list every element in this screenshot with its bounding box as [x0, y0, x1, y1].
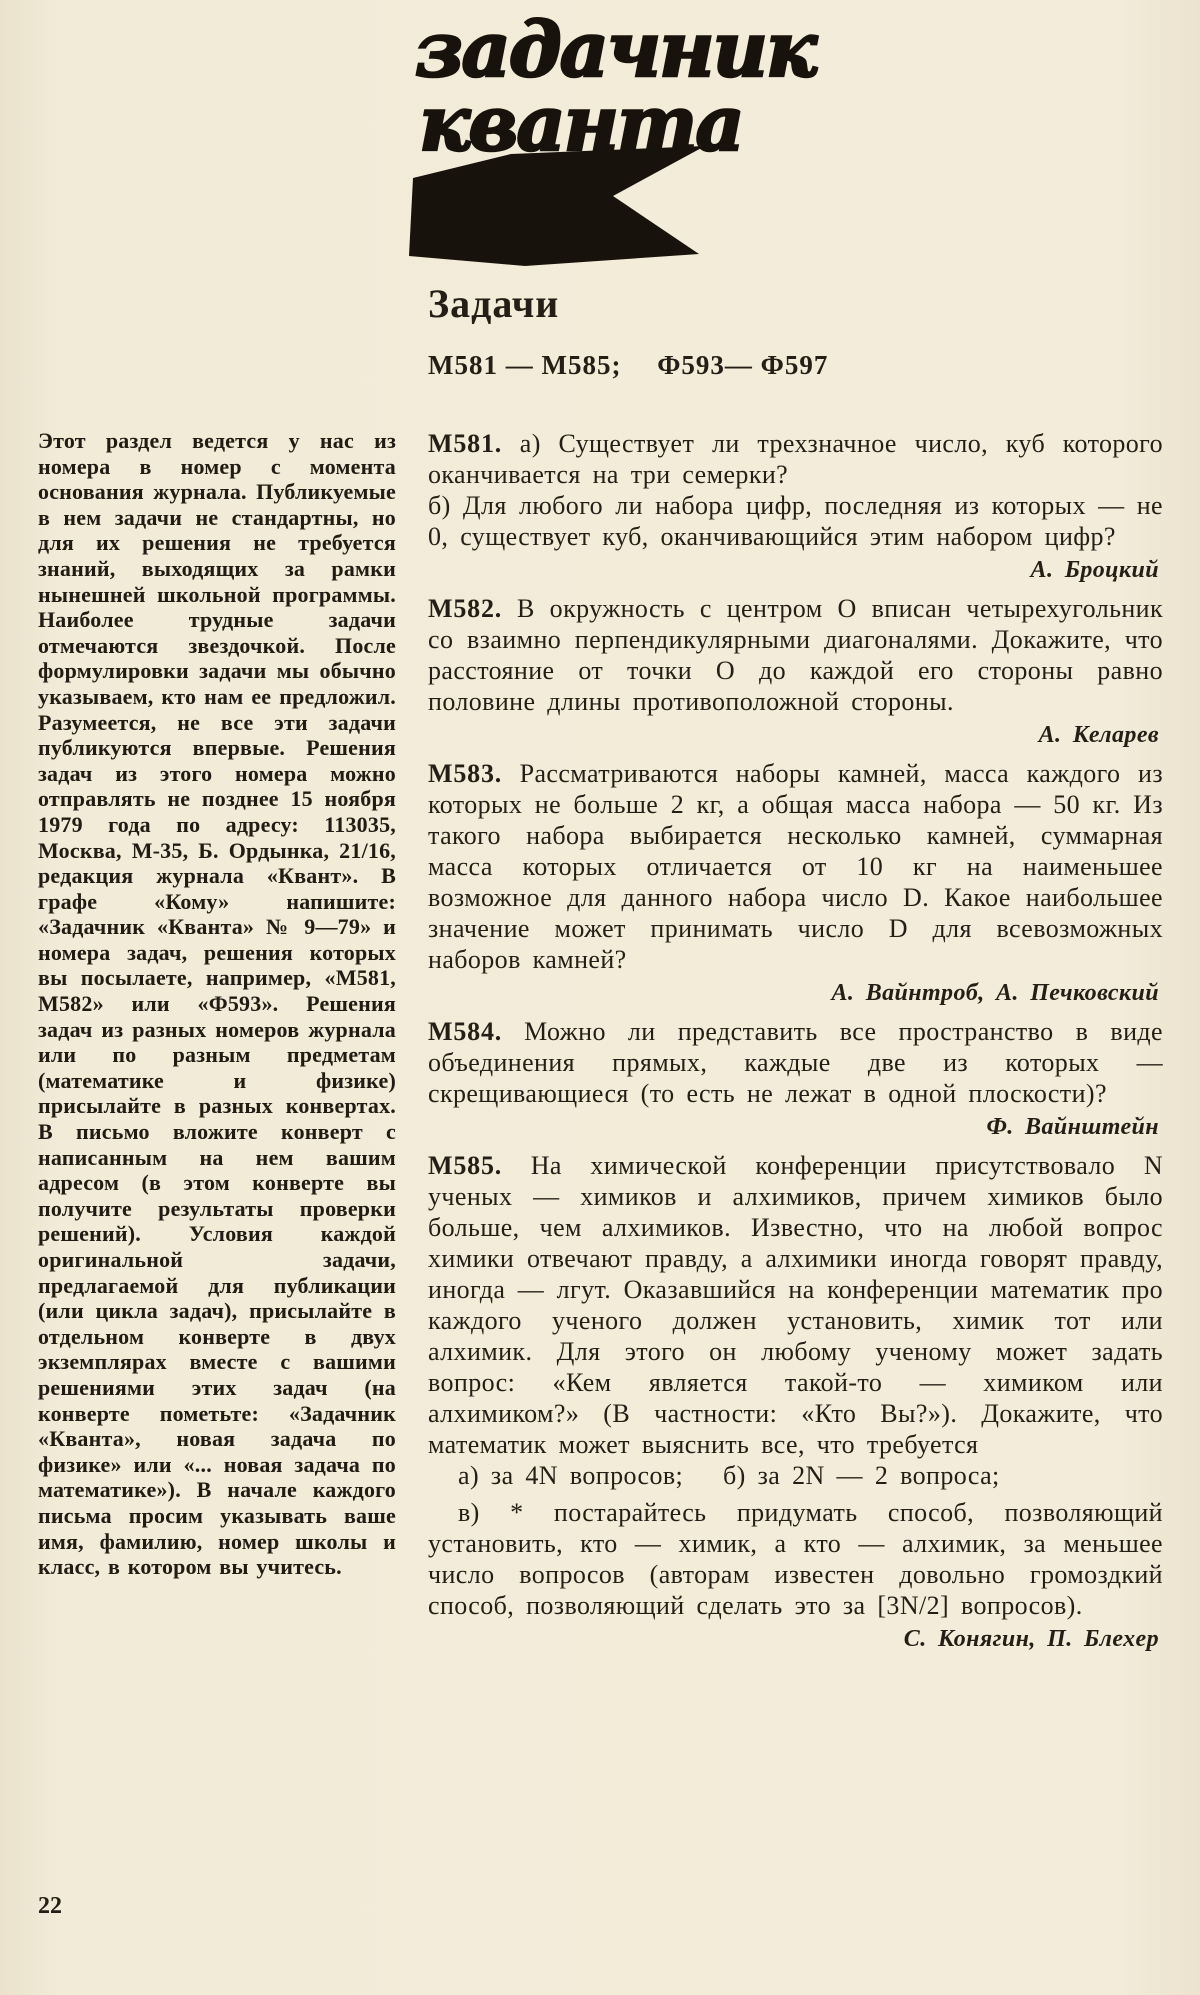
kvant-problem-book-logo	[415, 5, 816, 276]
problem-number: М584.	[428, 1017, 503, 1046]
page-title: Задачи	[428, 281, 560, 326]
problem-number: М582.	[428, 594, 503, 623]
problem-m581	[428, 428, 1163, 584]
problem-paragraph	[428, 428, 1163, 490]
problem-m585	[428, 1150, 1163, 1653]
problem-text: В окружность с центром O вписан четырехугольник со взаимно перпендикулярными диагоналями. Докажите, что расстояние от точки O до каждой его стороны равно половине длины противоположной стороны.	[428, 594, 1163, 716]
problem-m582	[428, 593, 1163, 749]
problem-number: М585.	[428, 1151, 503, 1180]
problem-text: а) Существует ли трехзначное число, куб которого оканчивается на три семерки?	[428, 429, 1163, 489]
problem-text: Рассматриваются наборы камней, масса каждого из которых не больше 2 кг, а общая масса набора — 50 кг. Из такого набора выбирается несколько камней, суммарная масса которых отличается от 10 кг на наименьшее возможное для данного набора число D. Какое наибольшее значение может принимать число D для всевозможных наборов камней?	[428, 759, 1163, 974]
problem-paragraph	[428, 1150, 1163, 1460]
problem-number: М583.	[428, 759, 503, 788]
problems-column	[428, 428, 1163, 1662]
problem-number: М581.	[428, 429, 503, 458]
page-number: 22	[38, 1893, 62, 1919]
problem-text: На химической конференции присутствовало N ученых — химиков и алхимиков, причем химиков было больше, чем алхимиков. Известно, что на любой вопрос химики отвечают правду, а алхимики иногда говорят правду, иногда — лгут. Оказавшийся на конференции математик про каждого ученого должен установить, химик тот или алхимик. Для этого он любому ученому может задать вопрос: «Кем является такой-то — химиком или алхимиком?» (В частности: «Кто Вы?»). Докажите, что математик может выяснить все, что требуется	[428, 1151, 1163, 1459]
problem-text: в) * постарайтесь придумать способ, позволяющий установить, кто — химик, а кто — алхимик, за меньшее число вопросов (авторам известен довольно громоздкий способ, позволяющий сделать это за [3N/2] вопросов).	[428, 1498, 1163, 1620]
problem-author: А. Вайнтроб, А. Печковский	[831, 980, 1159, 1006]
problem-m583	[428, 758, 1163, 1007]
sidebar-intro-text: Этот раздел ведется у нас из номера в номер с момента основания журнала. Публикуемые в нем задачи не стандартны, но для их решения не требуется знаний, выходящих за рамки нынешней школьной программы. Наиболее трудные задачи отмечаются звездочкой. После формулировки задачи мы обычно указываем, кто нам ее предложил. Разумеется, не все эти задачи публикуются впервые. Решения задач из этого номера можно отправлять не позднее 15 ноября 1979 года по адресу: 113035, Москва, М-35, Б. Ордынка, 21/16, редакция журнала «Квант». В графе «Кому» напишите: «Задачник «Кванта» № 9—79» и номера задач, решения которых вы посылаете, например, «М581, М582» или «Ф593». Решения задач из разных номеров журнала или по разным предметам (математике и физике) присылайте в разных конвертах. В письмо вложите конверт с написанным на нем вашим адресом (в этом конверте вы получите результаты проверки решений). Условия каждой оригинальной задачи, предлагаемой для публикации (или цикла задач), присылайте в отдельном конверте в двух экземплярах вместе с вашими решениями этих задач (на конверте пометьте: «Задачник «Кванта», новая задача по физике» или «... новая задача по математике»). В начале каждого письма просим указывать ваше имя, фамилию, номер школы и класс, в котором вы учитесь.	[38, 428, 396, 1580]
problem-paragraph	[428, 1016, 1163, 1109]
problem-author: Ф. Вайнштейн	[986, 1114, 1159, 1140]
problem-author: А. Броцкий	[1030, 557, 1159, 583]
problem-paragraph	[428, 490, 1163, 552]
problem-paragraph	[428, 758, 1163, 975]
problem-text: б) Для любого ли набора цифр, последняя из которых — не 0, существует куб, оканчивающийся этим набором цифр?	[428, 491, 1163, 551]
logo-text-zadachnik: задачник	[415, 5, 816, 94]
problem-range: М581 — М585; Ф593— Ф597	[428, 350, 829, 380]
logo-text-kvanta: кванта	[419, 79, 743, 169]
problem-m584	[428, 1016, 1163, 1141]
problem-text: Можно ли представить все пространство в виде объединения прямых, каждые две из которых — скрещивающиеся (то есть не лежат в одной плоскости)?	[428, 1017, 1163, 1108]
problem-paragraph	[428, 593, 1163, 717]
problem-author: А. Келарев	[1038, 722, 1159, 748]
problem-paragraph	[428, 1497, 1163, 1621]
problem-author: С. Конягин, П. Блехер	[903, 1626, 1159, 1652]
problem-subitems: а) за 4N вопросов; б) за 2N — 2 вопроса;	[458, 1461, 1000, 1490]
logo-line2-wrap	[415, 79, 795, 276]
